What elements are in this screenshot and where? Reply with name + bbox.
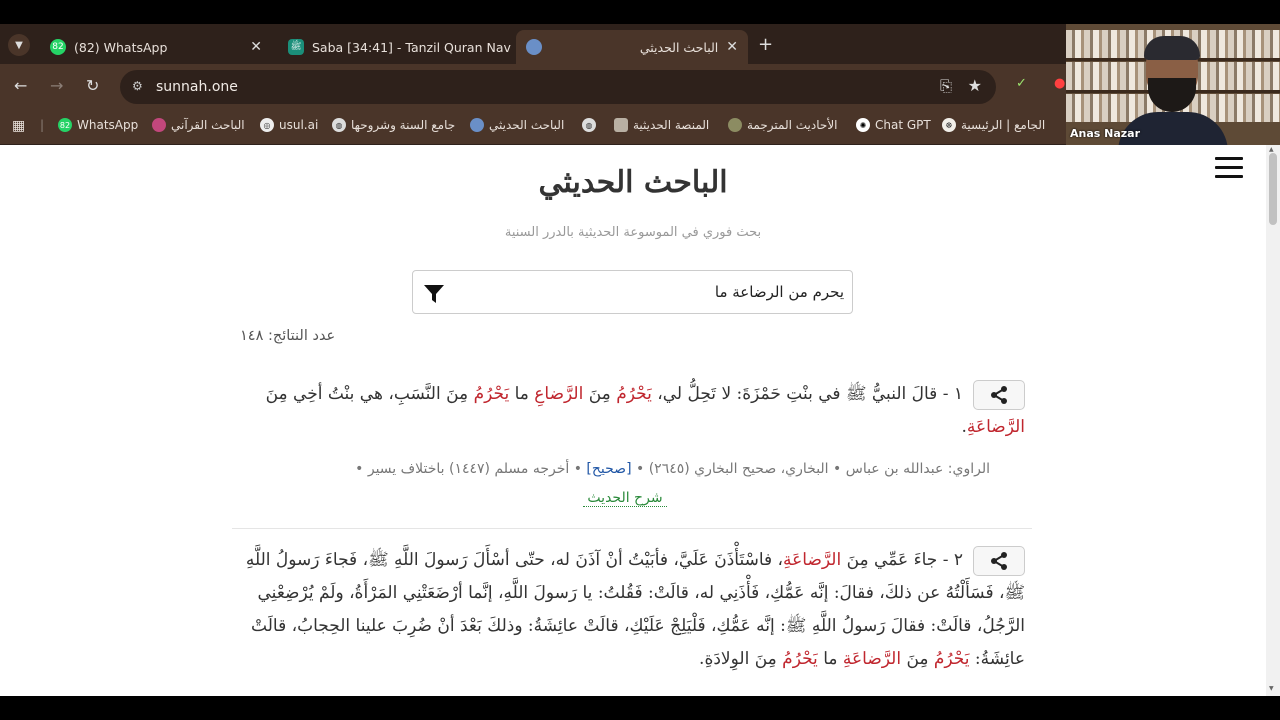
tab-whatsapp[interactable] <box>40 30 272 64</box>
bookmark-almansa[interactable] <box>614 118 709 132</box>
bookmark-label: جامع السنة وشروحها <box>351 118 456 132</box>
hadith-segment: جاءَ عَمِّي مِنَ <box>841 550 938 570</box>
divider <box>232 528 1032 529</box>
sharh-link[interactable]: شرح الحديث <box>583 490 667 507</box>
tab-title: الباحث الحديثي <box>639 39 719 55</box>
address-bar[interactable] <box>120 70 996 104</box>
tab-title: Saba [34:41] - Tanzil Quran Nav <box>312 39 511 55</box>
extension-icon[interactable]: ● <box>1054 76 1066 91</box>
bookmark-icon <box>152 118 166 132</box>
highlight-term: الرَّضاعَةِ <box>842 649 902 669</box>
presenter-name: Anas Nazar <box>1070 127 1141 140</box>
bookmark-label: WhatsApp <box>77 118 139 132</box>
source-info: • أخرجه مسلم (١٤٤٧) باختلاف يسير • <box>355 461 587 477</box>
bookmark-label: Chat GPT <box>875 118 931 132</box>
whatsapp-icon: 82 <box>50 39 66 55</box>
filter-icon[interactable] <box>423 283 445 309</box>
highlight-term: الرَّضاعَةِ <box>966 417 1025 437</box>
presenter <box>1138 38 1204 148</box>
hadith-segment: ، فاسْتَأْذَنَ عَلَيَّ، فأبَيْتُ أنْ آذَنَ له، حتّى أسْأَلَ رَسولَ اللَّهِ ﷺ، فَجاءَ رَسولُ اللَّهِ ﷺ، فَسَأَلْتُهُ عن ذلكَ، فقالَ: إنَّه عَمُّكِ، فَأْذَنِي له، قالَتْ: فَقُلتُ: يا رَسولَ اللَّهِ، إنَّما أرْضَعَتْنِي المَرْأَةُ، ولَمْ يُرْضِعْنِي الرَّجُلُ، قالَتْ: فقالَ رَسولُ اللَّهِ ﷺ: إنَّه عَمُّكِ، فَلْيَلِجْ عَلَيْكِ، قالَتْ عائِشَةُ: وذلكَ بَعْدَ أنْ ضُرِبَ علينا الحِجابُ، قالَتْ عائِشَةُ: <box>245 550 1025 669</box>
tanzil-icon: ﷺ <box>288 39 304 55</box>
bookmark-label: المنصة الحديثية <box>633 118 710 132</box>
albahith-icon <box>526 39 542 55</box>
bookmark-label: الأحاديث المترجمة <box>747 118 838 132</box>
bookmark-jami-sunnah[interactable] <box>332 118 455 132</box>
hadith-segment: . <box>961 417 967 437</box>
presenter-beard <box>1148 78 1196 112</box>
page-viewport <box>0 145 1266 696</box>
close-icon[interactable]: ✕ <box>726 39 738 55</box>
highlight-term: الرَّضاعِ <box>534 384 584 404</box>
extension-icon[interactable]: ✓ <box>1016 76 1027 91</box>
hadith-segment: مِنَ <box>583 384 617 404</box>
install-app-icon[interactable]: ⎘ <box>939 77 952 95</box>
bookmark-aljami[interactable] <box>942 118 1045 132</box>
scroll-down-icon[interactable]: ▼ <box>1269 685 1274 692</box>
bookmark-albahith-hadithi[interactable] <box>470 118 564 132</box>
bookmark-icon <box>470 118 484 132</box>
back-icon[interactable]: ← <box>14 76 28 95</box>
bookmark-whatsapp[interactable] <box>58 118 138 132</box>
highlight-term: يَحْرُمُ <box>933 649 970 669</box>
webcam-overlay <box>1066 24 1280 145</box>
hadith-text <box>240 378 1025 444</box>
tab-title: (82) WhatsApp <box>74 39 168 55</box>
bookmark-chatgpt[interactable] <box>856 118 931 132</box>
share-button[interactable] <box>973 546 1025 576</box>
bookmark-globe[interactable] <box>582 118 601 132</box>
bottom-letterbox <box>0 696 1280 720</box>
page-title: الباحث الحديثي <box>538 165 728 200</box>
hadith-segment: ما <box>817 649 843 669</box>
highlight-term: يَحْرُمُ <box>616 384 652 404</box>
hadith-text <box>240 544 1025 676</box>
chevron-down-icon: ▼ <box>15 39 23 51</box>
close-icon[interactable]: ✕ <box>250 39 262 55</box>
share-button[interactable] <box>973 380 1025 410</box>
bookmark-label: الجامع | الرئيسية <box>961 118 1046 132</box>
bookmark-icon: ☸ <box>942 118 956 132</box>
divider: | <box>40 118 45 132</box>
top-letterbox <box>0 0 1280 24</box>
site-info-icon[interactable]: ⚙ <box>132 79 143 93</box>
search-input[interactable] <box>464 279 844 305</box>
page-subtitle: بحث فوري في الموسوعة الحديثية بالدرر السنية <box>504 225 762 240</box>
usul-icon: ◎ <box>260 118 274 132</box>
tab-search-button[interactable] <box>8 34 30 56</box>
apps-icon[interactable]: ▦ <box>12 118 26 134</box>
highlight-term: يَحْرُمُ <box>473 384 510 404</box>
results-count: عدد النتائج: ١٤٨ <box>240 328 336 344</box>
globe-icon: ◍ <box>332 118 346 132</box>
hadith-result-2 <box>240 544 1025 676</box>
whatsapp-icon: 82 <box>58 118 72 132</box>
tab-albahith[interactable] <box>516 30 748 64</box>
chatgpt-icon: ✺ <box>856 118 870 132</box>
reload-icon[interactable]: ↻ <box>86 76 100 95</box>
share-icon <box>989 551 1009 571</box>
bookmark-icon <box>614 118 628 132</box>
highlight-term: الرَّضاعَةِ <box>783 550 842 570</box>
bookmark-albahith-qurani[interactable] <box>152 118 245 132</box>
hadith-meta <box>240 461 990 477</box>
bookmark-icon <box>728 118 742 132</box>
scrollbar-thumb[interactable] <box>1269 153 1277 225</box>
forward-icon[interactable]: → <box>50 76 64 95</box>
hadith-segment: ما <box>509 384 535 404</box>
hadith-segment: مِنَ النَّسَبِ، هي بنْتُ أخِي مِنَ <box>265 384 474 404</box>
hadith-number: ١ - <box>937 384 963 404</box>
tab-tanzil[interactable] <box>278 30 510 64</box>
hadith-segment: قالَ النبيُّ ﷺ في بنْتِ حَمْزَةَ: لا تَحِلُّ لي، <box>651 384 938 404</box>
globe-icon: ◍ <box>582 118 596 132</box>
share-icon <box>989 385 1009 405</box>
bookmark-label: الباحث القرآني <box>171 118 245 132</box>
bookmark-label: الباحث الحديثي <box>489 118 565 132</box>
bookmark-label: usul.ai <box>279 118 319 132</box>
hadith-number: ٢ - <box>937 550 963 570</box>
bookmark-translated-ahadith[interactable] <box>728 118 838 132</box>
address-text: sunnah.one <box>156 79 238 95</box>
grade-badge[interactable]: [صحيح] <box>586 461 632 477</box>
bookmark-usul[interactable] <box>260 118 318 132</box>
scroll-up-icon[interactable]: ▲ <box>1269 146 1274 153</box>
new-tab-button[interactable] <box>758 34 773 55</box>
hadith-segment: مِنَ <box>901 649 934 669</box>
plus-icon: + <box>758 34 774 55</box>
narrator-info: الراوي: عبدالله بن عباس • البخاري، صحيح البخاري (٢٦٤٥) • <box>631 461 990 477</box>
search-box <box>412 270 853 314</box>
hadith-result-1 <box>240 378 1025 444</box>
presenter-cap <box>1144 36 1200 60</box>
highlight-term: يَحْرُمُ <box>782 649 818 669</box>
star-icon[interactable]: ★ <box>967 76 982 95</box>
scrollbar[interactable] <box>1266 145 1280 696</box>
hadith-segment: مِنَ الوِلادَةِ. <box>699 649 783 669</box>
